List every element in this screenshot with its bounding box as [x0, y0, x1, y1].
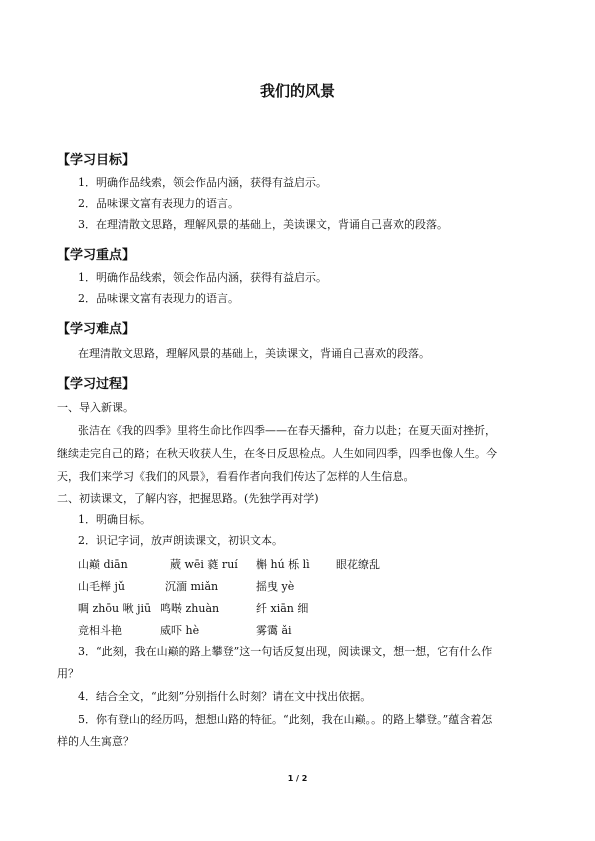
- step-4: 4．结合全文，“此刻”分别指什么时刻？请在文中找出依据。: [78, 690, 372, 703]
- vocab-item: 鸣啭 zhuàn: [160, 602, 220, 615]
- vocab-item: 沉湎 miǎn: [165, 580, 219, 593]
- key-item-1: 1．明确作品线索，领会作品内涵，获得有益启示。: [78, 271, 327, 284]
- goal-item-2: 2．品味课文富有表现力的语言。: [78, 197, 239, 210]
- vocab-item: 山毛榉 jǔ: [78, 580, 125, 593]
- step-3-line-1: 3．“此刻，我在山巅的路上攀登”这一句话反复出现，阅读课文，想一想，它有什么作: [78, 645, 493, 658]
- part1-paragraph-line-1: 张洁在《我的四季》里将生命比作四季——在春天播种，奋力以赴；在夏天面对挫折，: [78, 424, 496, 437]
- vocab-item: 雾霭 ǎi: [256, 624, 292, 637]
- vocab-item: 摇曳 yè: [256, 580, 295, 593]
- vocab-item: 威吓 hè: [160, 624, 200, 637]
- vocab-item: 山巅 diān: [78, 558, 128, 571]
- section-heading-goals: 【学习目标】: [57, 153, 136, 168]
- section-heading-key: 【学习重点】: [57, 248, 136, 263]
- section-heading-difficulty: 【学习难点】: [57, 322, 136, 337]
- page-number: 1 / 2: [287, 774, 308, 783]
- part1-paragraph-line-3: 天，我们来学习《我们的风景》，看看作者向我们传达了怎样的人生信息。: [57, 470, 415, 483]
- step-5-line-2: 样的人生寓意？: [57, 735, 134, 748]
- goal-item-3: 3．在理清散文思路，理解风景的基础上，美读课文，背诵自己喜欢的段落。: [78, 218, 448, 231]
- step-3-line-2: 用？: [57, 667, 79, 680]
- key-item-2: 2．品味课文富有表现力的语言。: [78, 292, 239, 305]
- part2-title: 二、初读课文，了解内容，把握思路。(先独学再对学): [57, 492, 319, 505]
- vocab-item: 眼花缭乱: [336, 558, 380, 571]
- page-title: 我们的风景: [259, 82, 335, 100]
- part1-title: 一、导入新课。: [57, 401, 134, 414]
- vocab-item: 纤 xiān 细: [256, 602, 309, 615]
- vocab-item: 啁 zhōu 啾 jiū: [78, 602, 152, 615]
- step-1: 1．明确目标。: [78, 513, 151, 526]
- goal-item-1: 1．明确作品线索，领会作品内涵，获得有益启示。: [78, 176, 327, 189]
- vocab-item: 葳 wēi 蕤 ruí: [170, 558, 238, 571]
- vocab-item: 槲 hú 栎 lì: [256, 558, 310, 571]
- section-heading-process: 【学习过程】: [57, 377, 136, 392]
- vocab-item: 竞相斗艳: [78, 624, 122, 637]
- step-2: 2．识记字词，放声朗读课文，初识文本。: [78, 534, 283, 547]
- difficulty-text: 在理清散文思路，理解风景的基础上，美读课文，背诵自己喜欢的段落。: [78, 347, 430, 360]
- step-5-line-1: 5．你有登山的经历吗，想想山路的特征。“此刻，我在山巅。。的路上攀登。”蕴含着怎: [78, 713, 493, 726]
- part1-paragraph-line-2: 继续走完自己的路；在秋天收获人生，在冬日反思检点。人生如同四季，四季也像人生。今: [57, 447, 497, 460]
